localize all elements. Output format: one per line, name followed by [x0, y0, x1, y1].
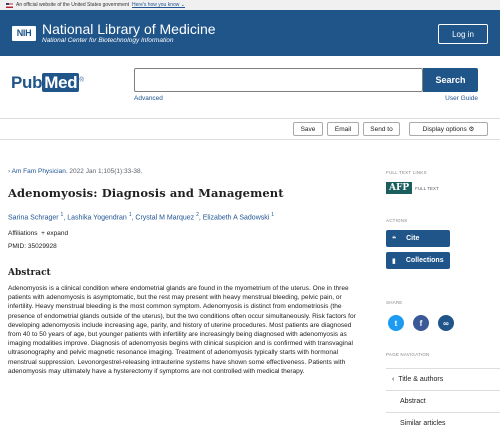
author-list: Sarina Schrager $^1$, Lashika Yogendran $^1$, Crystal M Marquez $^2$, Elizabeth A Sadowski $^1$: [8, 212, 275, 222]
author-affiliation-ref[interactable]: 2: [196, 212, 199, 218]
pubmed-search-bar: [0, 56, 500, 108]
affiliations-row: [8, 230, 68, 237]
user-guide-link[interactable]: User Guide: [445, 95, 478, 102]
journal-chevron-icon: ›: [8, 168, 11, 175]
author-link[interactable]: Elizabeth A Sadowski: [202, 214, 270, 222]
nlm-branding[interactable]: [42, 22, 216, 45]
nav-item-label: Abstract: [400, 398, 426, 405]
article-title: Adenomyosis: Diagnosis and Management: [8, 186, 284, 200]
journal-link[interactable]: Am Fam Physician: [11, 168, 66, 175]
author-affiliation-ref[interactable]: 1: [271, 212, 275, 218]
citation-details: . 2022 Jan 1;105(1):33-38.: [65, 168, 143, 175]
afp-full-text-link[interactable]: [386, 182, 439, 194]
email-button[interactable]: Email: [327, 122, 359, 136]
pubmed-logo-reg: ®: [79, 77, 84, 84]
collections-label: Collections: [405, 257, 444, 264]
share-label: SHARE: [386, 300, 403, 305]
afp-logo: AFP: [386, 182, 412, 194]
cite-label: Cite: [406, 235, 420, 242]
nih-logo[interactable]: NIH: [12, 26, 36, 41]
nav-similar-articles[interactable]: [386, 412, 500, 434]
twitter-share-icon[interactable]: t: [388, 315, 404, 331]
abstract-heading: Abstract: [8, 268, 51, 278]
nav-item-label: Title & authors: [398, 376, 444, 383]
author-link[interactable]: Crystal M Marquez: [135, 214, 195, 222]
actions-label: ACTIONS: [386, 218, 408, 223]
afp-full-text-label: FULL TEXT: [415, 185, 439, 191]
nlm-title: National Library of Medicine: [42, 20, 216, 37]
nih-header: [0, 10, 500, 56]
advanced-search-link[interactable]: Advanced: [134, 95, 163, 102]
display-options-button[interactable]: Display options ⚙: [409, 122, 488, 136]
copy-link-icon[interactable]: ∞: [438, 315, 454, 331]
pubmed-logo[interactable]: [11, 73, 83, 93]
us-flag-icon: [6, 3, 13, 8]
author-affiliation-ref[interactable]: 1: [128, 212, 132, 218]
gov-banner-text: An official website of the United States government: [16, 2, 130, 8]
send-to-button[interactable]: Send to: [363, 122, 400, 136]
nav-abstract[interactable]: [386, 390, 500, 412]
search-button[interactable]: Search: [423, 68, 478, 92]
author-link[interactable]: Lashika Yogendran: [67, 214, 127, 222]
cite-button[interactable]: [386, 230, 450, 247]
article-toolbar: [0, 118, 500, 140]
abstract-text: Adenomyosis is a clinical condition where endometrial glands are found in the myometrium of the uterus. One in three patients with adenomyosis is asymptomatic, but the rest may present with heavy menstrual bleeding, pelvic pain, or infertility. Heavy menstrual bleeding is the most common symptom. Adenomyosis is distinct from endometriosis (the presence of endometrial glands outside of the uterus), but the two conditions often occur simultaneously. Risk factors for developing adenomyosis include increasing age, parity, and history of uterine procedures. Most patients are diagnosed from 40 to 50 years of age, but younger patients with infertility are increasingly being diagnosed with adenomyosis as imaging modalities improve. Diagnosis of adenomyosis begins with clinical suspicion and is confirmed with transvaginal ultrasonography and pelvic magnetic resonance imaging. Treatment of adenomyosis typically starts with hormonal menstrual suppression. Levonorgestrel-releasing intrauterine systems have shown some effectiveness. Patients with adenomyosis may ultimately have a hysterectomy if symptoms are not controlled with medical therapy.: [8, 285, 356, 375]
heres-how-link[interactable]: Here's how you know ⌄: [132, 2, 185, 8]
nav-title-authors[interactable]: [386, 368, 500, 390]
gov-banner: [0, 0, 500, 10]
chevron-left-icon: ‹: [392, 376, 395, 383]
bookmark-icon: ▮: [392, 257, 396, 265]
author-link[interactable]: Sarina Schrager: [8, 214, 59, 222]
full-text-links-label: FULL TEXT LINKS: [386, 170, 427, 175]
pubmed-logo-med: Med: [44, 73, 78, 92]
quote-icon: ❝: [392, 235, 397, 243]
save-button[interactable]: Save: [293, 122, 323, 136]
expand-affiliations-button[interactable]: + expand: [41, 230, 69, 237]
facebook-share-icon[interactable]: f: [413, 315, 429, 331]
search-input[interactable]: [134, 68, 423, 92]
collections-button[interactable]: [386, 252, 450, 269]
login-button[interactable]: Log in: [438, 24, 488, 44]
pubmed-logo-pub: Pub: [11, 73, 43, 92]
pmid: PMID: 35029928: [8, 243, 57, 250]
page-navigation-label: PAGE NAVIGATION: [386, 352, 430, 357]
nav-item-label: Similar articles: [400, 420, 446, 427]
journal-citation: [8, 168, 142, 175]
affiliations-label: Affiliations: [8, 230, 38, 237]
ncbi-subtitle: National Center for Biotechnology Information: [42, 36, 174, 44]
author-affiliation-ref[interactable]: 1: [60, 212, 64, 218]
